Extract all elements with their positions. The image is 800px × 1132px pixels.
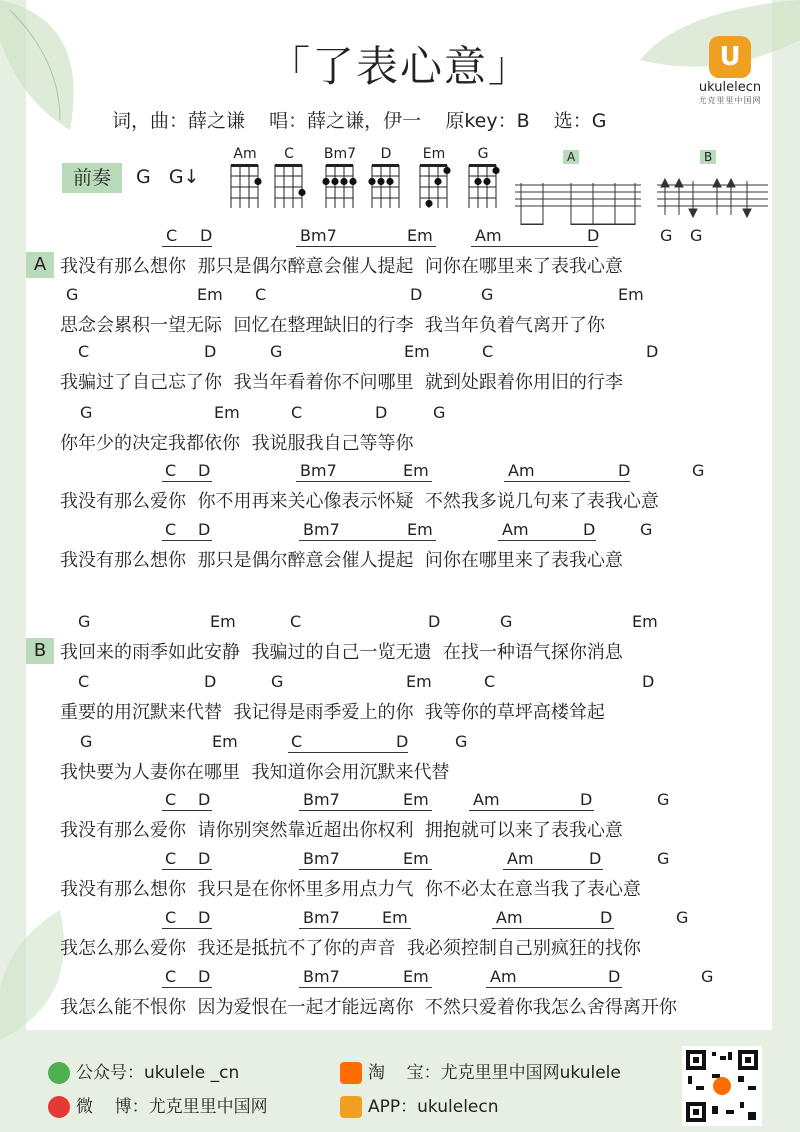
lyric-line: 我没有那么想你 那只是偶尔醉意会催人提起 问你在哪里来了表我心意 <box>60 550 623 571</box>
chord-label: C <box>291 732 303 751</box>
chord-label: G <box>657 849 670 868</box>
lyric-line: 我怎么能不恨你 因为爱恨在一起才能远离你 不然只爱着你我怎么舍得离开你 <box>60 997 677 1018</box>
chord-underline <box>471 246 598 247</box>
chord-label: D <box>396 732 409 751</box>
chord-label: Em <box>403 461 429 480</box>
chord-grid <box>271 162 307 208</box>
chord-underline <box>162 481 212 482</box>
chord-label: D <box>583 520 596 539</box>
chord-label: G <box>66 285 79 304</box>
chord-underline <box>299 869 432 870</box>
chord-label: D <box>198 908 211 927</box>
lyric-line: 我没有那么爱你 请你别突然靠近超出你权利 拥抱就可以来了表我心意 <box>60 820 623 841</box>
chord-name: Am <box>233 146 257 162</box>
chord-label: G <box>271 672 284 691</box>
weibo-icon <box>48 1096 70 1118</box>
chord-label: Em <box>403 790 429 809</box>
chord-label: G <box>270 342 283 361</box>
chord-underline <box>162 540 212 541</box>
chord-name: G <box>477 146 489 162</box>
chord-label: D <box>204 342 217 361</box>
chord-label: D <box>646 342 659 361</box>
chord-underline <box>299 928 411 929</box>
qr-code <box>682 1046 762 1126</box>
ukulele-icon: U <box>709 36 751 78</box>
song-credits: 词，曲：薛之谦 唱：薛之谦，伊一 原key：B 选：G <box>112 110 607 132</box>
finger-dot <box>298 189 305 196</box>
chord-label: G <box>640 520 653 539</box>
footer-wechat <box>48 1058 239 1084</box>
lyric-line: 我没有那么爱你 你不用再来关心像表示怀疑 不然我多说几句来了表我心意 <box>60 491 659 512</box>
chord-grid <box>416 162 452 208</box>
intro-label: 前奏 <box>62 163 122 193</box>
chord-label: Em <box>407 520 433 539</box>
chord-underline <box>288 752 408 753</box>
chord-label: G <box>78 612 91 631</box>
chord-underline <box>162 987 212 988</box>
app-label: APP： <box>368 1097 418 1117</box>
chord-label: Em <box>407 226 433 245</box>
chord-label: C <box>78 342 90 361</box>
lyric-line: 我没有那么想你 那只是偶尔醉意会催人提起 问你在哪里来了表我心意 <box>60 256 623 277</box>
chord-label: Em <box>406 672 432 691</box>
tab-staff-a <box>513 165 643 225</box>
chord-label: Bm7 <box>300 461 337 480</box>
logo-subtitle: 尤克里里中国网 <box>698 96 762 105</box>
chord-label: G <box>692 461 705 480</box>
chord-label: D <box>198 849 211 868</box>
strum-pattern-b <box>655 146 770 229</box>
chord-name: D <box>380 146 392 162</box>
chord-label: C <box>255 285 267 304</box>
chord-diagram <box>366 146 406 212</box>
chord-name: Em <box>422 146 446 162</box>
song-title: 「了表心意」 <box>267 42 532 91</box>
chord-label: C <box>165 967 177 986</box>
footer-weibo <box>48 1092 268 1118</box>
chord-diagram <box>225 146 265 212</box>
weibo-label: 微 博： <box>76 1097 149 1117</box>
lyric-line: 我骗过了自己忘了你 我当年看着你不问哪里 就到处跟着你用旧的行李 <box>60 372 623 393</box>
chord-label: Am <box>508 461 535 480</box>
chord-label: G <box>660 226 673 245</box>
chord-label: G <box>701 967 714 986</box>
site-logo <box>690 36 770 106</box>
chord-name: C <box>284 146 294 162</box>
chord-label: D <box>200 226 213 245</box>
lyric-line: 你年少的决定我都依你 我说服我自己等等你 <box>60 433 414 454</box>
chord-label: C <box>165 849 177 868</box>
chord-label: G <box>80 403 93 422</box>
chord-label: Bm7 <box>303 790 340 809</box>
chord-label: D <box>198 520 211 539</box>
wechat-value: ukulele _cn <box>144 1063 240 1083</box>
chord-label: C <box>165 908 177 927</box>
finger-dot <box>322 178 329 185</box>
chord-underline <box>504 481 630 482</box>
chord-label: Em <box>212 732 238 751</box>
chord-label: D <box>589 849 602 868</box>
logo-name: ukulelecn <box>698 80 762 95</box>
chord-label: G <box>455 732 468 751</box>
intro-chords: G G↓ <box>136 166 200 188</box>
chord-label: Em <box>214 403 240 422</box>
chord-diagram <box>269 146 309 212</box>
chord-label: Em <box>403 967 429 986</box>
chord-label: D <box>198 967 211 986</box>
chord-label: Am <box>475 226 502 245</box>
chord-underline <box>299 810 432 811</box>
chord-label: D <box>618 461 631 480</box>
chord-label: G <box>433 403 446 422</box>
chord-label: D <box>198 461 211 480</box>
chord-underline <box>469 810 594 811</box>
chord-underline <box>296 246 436 247</box>
finger-dot <box>425 200 432 207</box>
chord-label: C <box>291 403 303 422</box>
weibo-value: 尤克里里中国网 <box>148 1097 268 1117</box>
section-tag: B <box>26 638 54 664</box>
finger-dot <box>331 178 338 185</box>
chord-label: Bm7 <box>303 908 340 927</box>
pattern-label-a: A <box>563 150 579 164</box>
lyric-line: 我快要为人妻你在哪里 我知道你会用沉默来代替 <box>60 762 450 783</box>
chord-diagram <box>414 146 454 212</box>
chord-label: G <box>500 612 513 631</box>
leaf-decoration-bottom-left <box>0 900 90 1040</box>
chord-underline <box>492 928 614 929</box>
chord-underline <box>498 540 596 541</box>
app-value: ukulelecn <box>417 1097 499 1117</box>
chord-label: Em <box>404 342 430 361</box>
chord-label: Em <box>210 612 236 631</box>
chord-label: Bm7 <box>300 226 337 245</box>
chord-label: C <box>166 226 178 245</box>
chord-label: Em <box>382 908 408 927</box>
pattern-label-b: B <box>700 150 716 164</box>
chord-grid <box>368 162 404 208</box>
chord-label: D <box>587 226 600 245</box>
chord-label: D <box>428 612 441 631</box>
chord-underline <box>162 810 212 811</box>
chord-label: D <box>600 908 613 927</box>
chord-underline <box>503 869 603 870</box>
chord-underline <box>486 987 622 988</box>
chord-label: Bm7 <box>303 520 340 539</box>
footer <box>0 1030 800 1132</box>
chord-label: D <box>410 285 423 304</box>
chord-label: D <box>608 967 621 986</box>
taobao-icon <box>340 1062 362 1084</box>
taobao-label: 淘 宝： <box>368 1063 441 1083</box>
chord-label: G <box>80 732 93 751</box>
finger-dot <box>474 178 481 185</box>
chord-label: Em <box>618 285 644 304</box>
chord-label: Em <box>197 285 223 304</box>
finger-dot <box>377 178 384 185</box>
strum-pattern-a <box>513 146 643 229</box>
chord-label: C <box>484 672 496 691</box>
finger-dot <box>434 178 441 185</box>
chord-label: Am <box>507 849 534 868</box>
app-icon <box>340 1096 362 1118</box>
chord-label: Am <box>490 967 517 986</box>
lyric-line: 我怎么那么爱你 我还是抵抗不了你的声音 我必须控制自己别疯狂的找你 <box>60 938 641 959</box>
chord-label: Am <box>496 908 523 927</box>
lyric-line: 思念会累积一望无际 回忆在整理缺旧的行李 我当年负着气离开了你 <box>60 315 605 336</box>
chord-label: Bm7 <box>303 967 340 986</box>
chord-grid <box>322 162 358 208</box>
chord-label: C <box>482 342 494 361</box>
wechat-icon <box>48 1062 70 1084</box>
chord-underline <box>162 869 212 870</box>
chord-name: Bm7 <box>323 146 357 162</box>
chord-label: G <box>690 226 703 245</box>
footer-app <box>340 1092 499 1118</box>
chord-label: D <box>198 790 211 809</box>
lyric-line: 我没有那么想你 我只是在你怀里多用点力气 你不必太在意当我了表心意 <box>60 879 641 900</box>
taobao-value: 尤克里里中国网ukulele <box>440 1063 621 1083</box>
chord-label: Em <box>403 849 429 868</box>
chord-grid <box>465 162 501 208</box>
chord-underline <box>162 928 212 929</box>
chord-label: C <box>165 461 177 480</box>
lyric-line: 我回来的雨季如此安静 我骗过的自己一览无遗 在找一种语气探你消息 <box>60 642 623 663</box>
finger-dot <box>443 167 450 174</box>
chord-label: Em <box>632 612 658 631</box>
finger-dot <box>386 178 393 185</box>
chord-label: G <box>676 908 689 927</box>
chord-underline <box>299 987 432 988</box>
chord-label: C <box>78 672 90 691</box>
footer-taobao <box>340 1058 621 1084</box>
chord-diagram <box>320 146 360 212</box>
chord-label: D <box>642 672 655 691</box>
chord-label: C <box>165 520 177 539</box>
chord-label: C <box>165 790 177 809</box>
chord-label: D <box>204 672 217 691</box>
chord-label: C <box>290 612 302 631</box>
chord-underline <box>162 246 212 247</box>
finger-dot <box>254 178 261 185</box>
chord-diagram <box>463 146 503 212</box>
chord-label: Bm7 <box>303 849 340 868</box>
wechat-label: 公众号： <box>76 1063 144 1083</box>
lyric-line: 重要的用沉默来代替 我记得是雨季爱上的你 我等你的草坪高楼耸起 <box>60 702 605 723</box>
chord-label: G <box>481 285 494 304</box>
section-tag: A <box>26 252 54 278</box>
chord-label: Am <box>502 520 529 539</box>
chord-underline <box>299 540 436 541</box>
tab-staff-b <box>655 165 770 225</box>
chord-grid <box>227 162 263 208</box>
chord-underline <box>296 481 432 482</box>
chord-label: Am <box>473 790 500 809</box>
finger-dot <box>340 178 347 185</box>
finger-dot <box>483 178 490 185</box>
finger-dot <box>492 167 499 174</box>
chord-label: D <box>580 790 593 809</box>
finger-dot <box>349 178 356 185</box>
chord-label: G <box>657 790 670 809</box>
chord-label: D <box>375 403 388 422</box>
finger-dot <box>368 178 375 185</box>
